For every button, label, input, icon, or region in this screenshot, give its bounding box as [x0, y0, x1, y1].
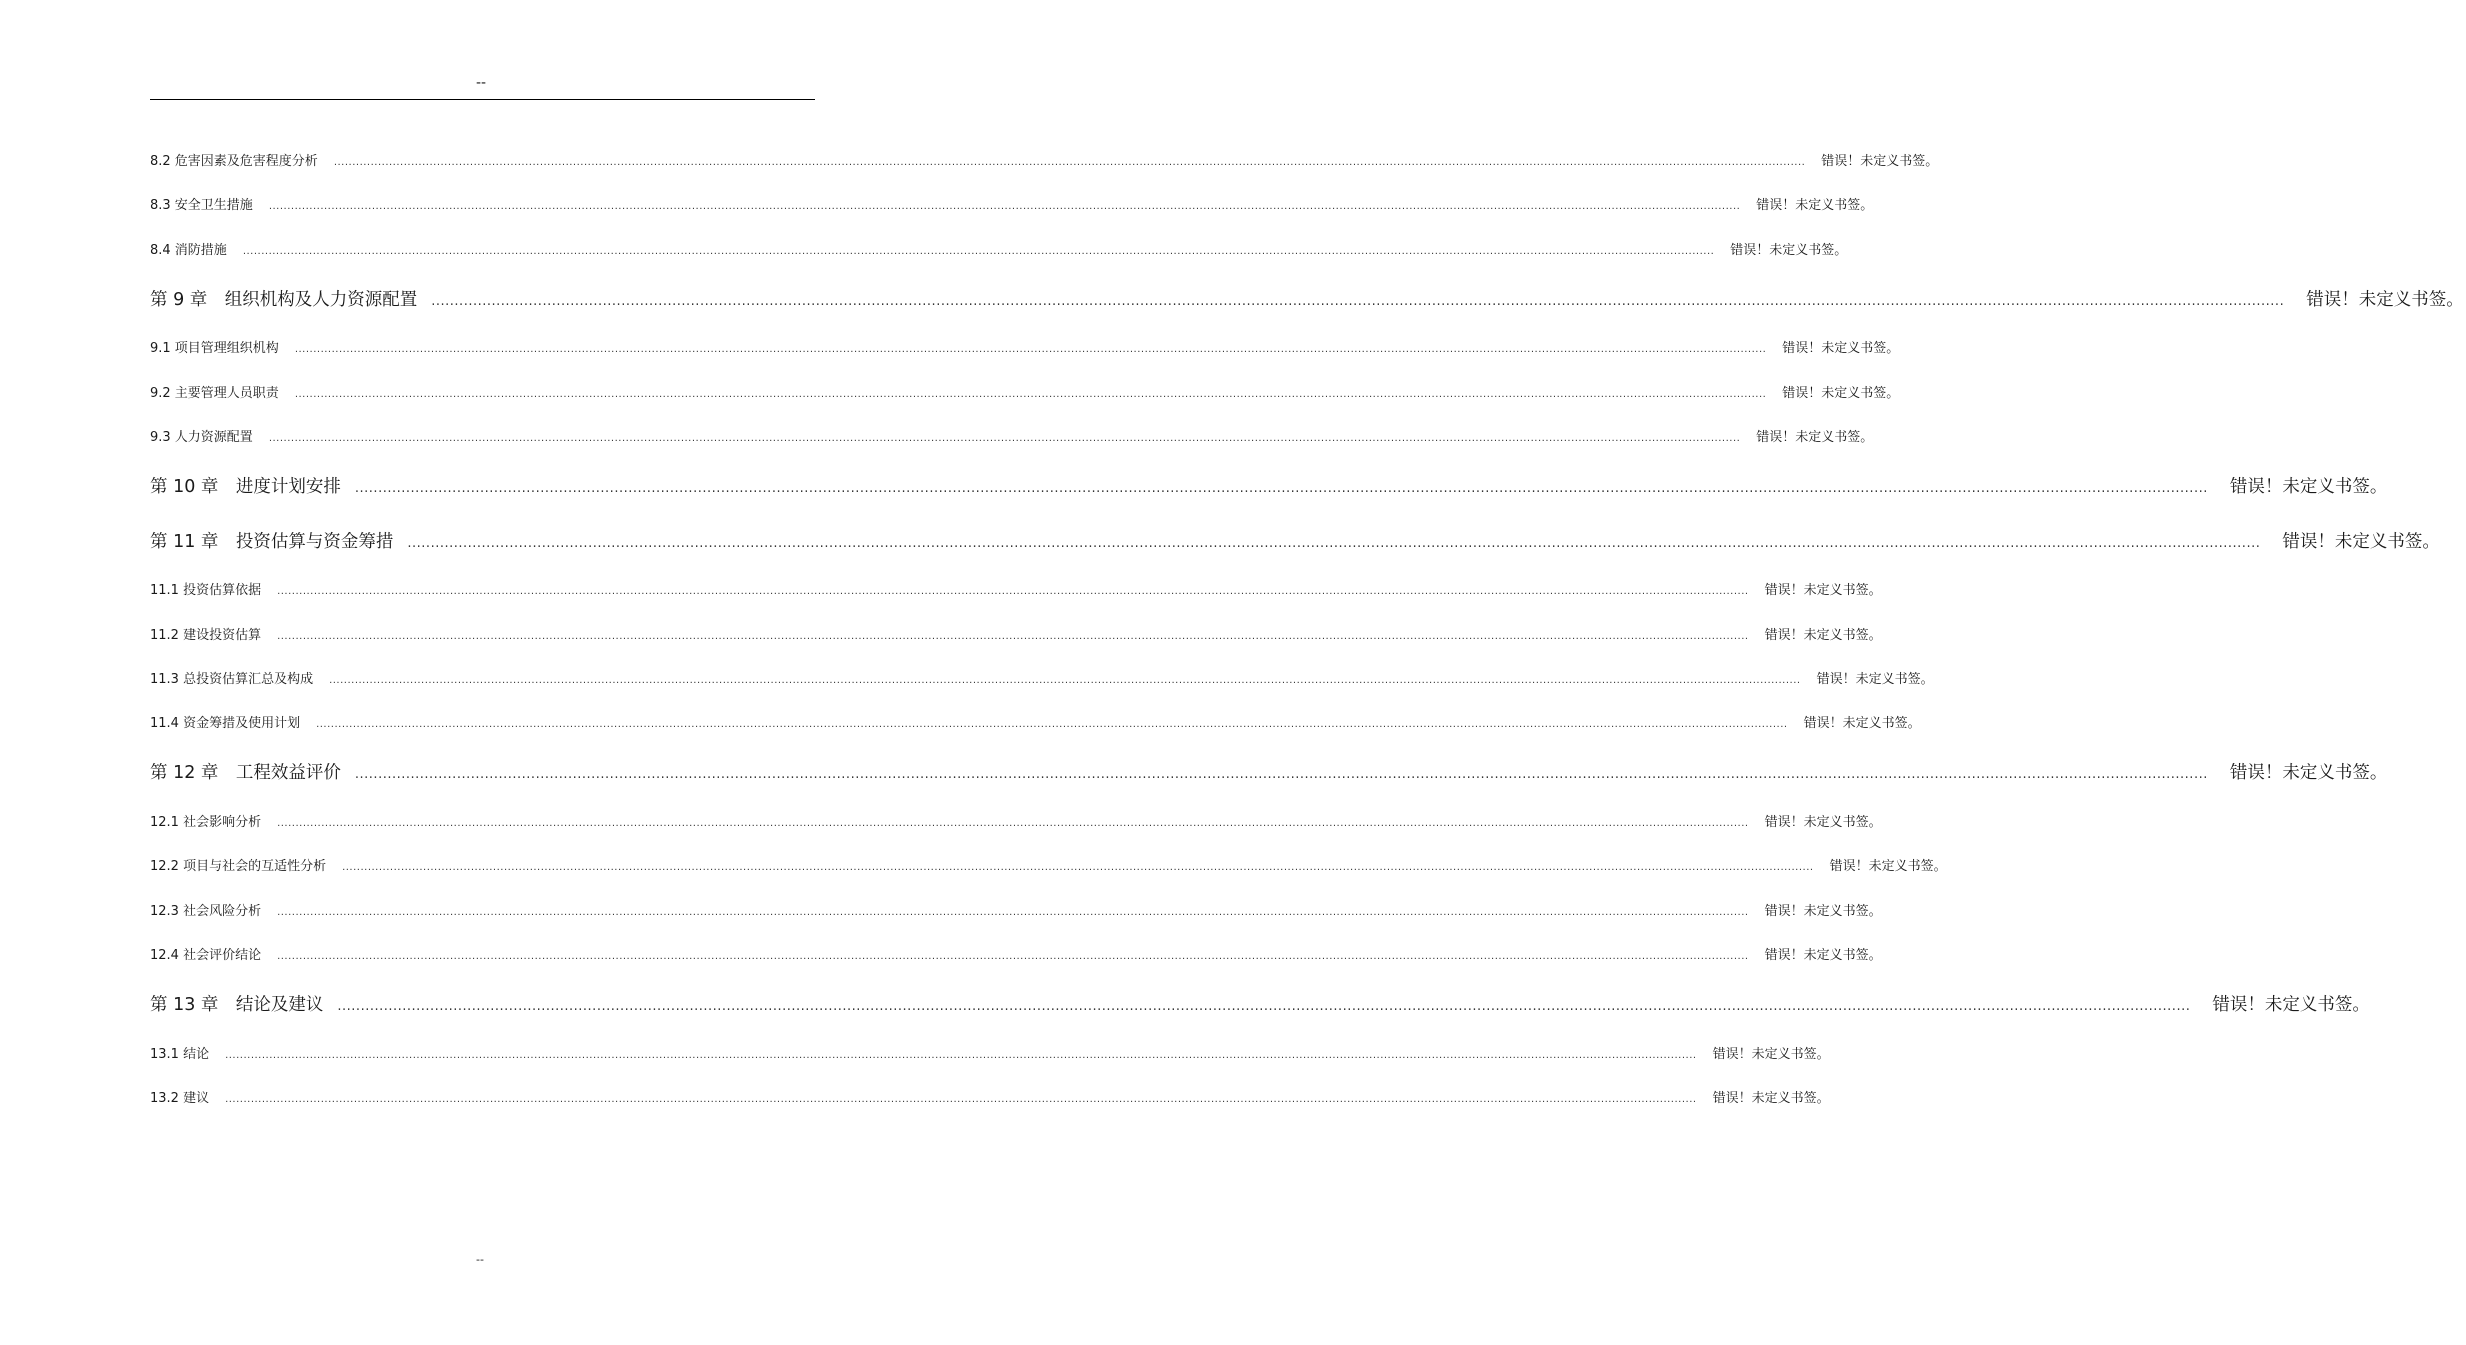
toc-section-entry[interactable] — [150, 1033, 1830, 1077]
toc-entry-title: 12.1 社会影响分析 — [150, 814, 262, 830]
toc-page-reference: 错误！未定义书签。 — [1756, 429, 1874, 445]
toc-entry-title: 第 12 章 工程效益评价 — [150, 763, 341, 784]
toc-entry-title: 12.2 项目与社会的互适性分析 — [150, 859, 327, 875]
toc-section-entry[interactable] — [150, 845, 1947, 889]
toc-entry-title: 13.1 结论 — [150, 1046, 210, 1062]
toc-entry-title: 11.3 总投资估算汇总及构成 — [150, 671, 314, 687]
toc-entry-title: 12.3 社会风险分析 — [150, 903, 262, 919]
toc-section-entry[interactable] — [150, 184, 1874, 228]
page-header-mark: -- — [475, 75, 487, 91]
toc-chapter-entry[interactable] — [150, 273, 2464, 328]
toc-page-reference: 错误！未定义书签。 — [1782, 385, 1900, 401]
toc-chapter-entry[interactable] — [150, 460, 2388, 515]
toc-page-reference: 错误！未定义书签。 — [1821, 154, 1939, 169]
toc-chapter-entry[interactable] — [150, 978, 2370, 1033]
toc-entry-title: 9.2 主要管理人员职责 — [150, 385, 279, 401]
toc-page-reference: 错误！未定义书签。 — [2282, 531, 2440, 552]
toc-page-reference: 错误！未定义书签。 — [1803, 716, 1921, 732]
toc-leader-dots: ................................................................................................................................................................................................................................................................................................................................................................................................................ — [294, 344, 1767, 356]
toc-section-entry[interactable] — [150, 372, 1900, 416]
toc-chapter-entry[interactable] — [150, 515, 2440, 570]
toc-page-reference: 错误！未定义书签。 — [2306, 289, 2464, 310]
toc-leader-dots: ................................................................................................................................................................................................................................................................................................................................................................................................................ — [337, 999, 2191, 1015]
toc-entry-title: 11.4 资金筹措及使用计划 — [150, 716, 301, 732]
toc-entry-title: 第 9 章 组织机构及人力资源配置 — [150, 289, 418, 310]
toc-section-entry[interactable] — [150, 1077, 1830, 1121]
toc-leader-dots: ................................................................................................................................................................................................................................................................................................................................................................................................................ — [277, 906, 1749, 918]
toc-entry-title: 11.2 建设投资估算 — [150, 627, 262, 643]
toc-leader-dots: ................................................................................................................................................................................................................................................................................................................................................................................................................ — [354, 767, 2208, 783]
toc-section-entry[interactable] — [150, 890, 1882, 934]
toc-leader-dots: ................................................................................................................................................................................................................................................................................................................................................................................................................ — [268, 432, 1741, 444]
toc-entry-title: 第 11 章 投资估算与资金筹措 — [150, 531, 394, 552]
toc-entry-title: 8.4 消防措施 — [150, 242, 227, 258]
toc-page-reference: 错误！未定义书签。 — [1764, 903, 1882, 919]
toc-section-entry[interactable] — [150, 658, 1934, 702]
table-of-contents — [150, 140, 2464, 1121]
toc-page-reference: 错误！未定义书签。 — [1730, 242, 1848, 258]
toc-page-reference: 错误！未定义书签。 — [1816, 671, 1934, 687]
toc-leader-dots: ................................................................................................................................................................................................................................................................................................................................................................................................................ — [277, 630, 1749, 642]
toc-page-reference: 错误！未定义书签。 — [1829, 859, 1947, 875]
toc-leader-dots: ................................................................................................................................................................................................................................................................................................................................................................................................................ — [431, 293, 2285, 309]
page-footer-mark: -- — [476, 1253, 484, 1266]
toc-page-reference: 错误！未定义书签。 — [1764, 947, 1882, 963]
toc-section-entry[interactable] — [150, 934, 1882, 978]
toc-section-entry[interactable] — [150, 801, 1882, 845]
toc-section-entry[interactable] — [150, 614, 1882, 658]
toc-entry-title: 9.3 人力资源配置 — [150, 429, 253, 445]
toc-page-reference: 错误！未定义书签。 — [1764, 627, 1882, 643]
toc-page-reference: 错误！未定义书签。 — [1712, 1090, 1830, 1106]
toc-leader-dots: ................................................................................................................................................................................................................................................................................................................................................................................................................ — [342, 862, 1814, 874]
toc-page-reference: 错误！未定义书签。 — [1712, 1046, 1830, 1062]
toc-entry-title: 第 13 章 结论及建议 — [150, 995, 324, 1016]
toc-section-entry[interactable] — [150, 327, 1900, 371]
toc-entry-title: 12.4 社会评价结论 — [150, 947, 262, 963]
toc-page-reference: 错误！未定义书签。 — [1756, 198, 1874, 214]
toc-section-entry[interactable] — [150, 416, 1874, 460]
toc-leader-dots: ................................................................................................................................................................................................................................................................................................................................................................................................................ — [268, 201, 1741, 213]
toc-section-entry[interactable] — [150, 569, 1882, 613]
toc-leader-dots: ................................................................................................................................................................................................................................................................................................................................................................................................................ — [354, 481, 2208, 497]
toc-entry-title: 9.1 项目管理组织机构 — [150, 341, 279, 357]
toc-leader-dots: ................................................................................................................................................................................................................................................................................................................................................................................................................ — [277, 950, 1749, 962]
toc-leader-dots: ................................................................................................................................................................................................................................................................................................................................................................................................................ — [225, 1049, 1697, 1061]
toc-section-entry[interactable] — [150, 229, 1848, 273]
toc-entry-title: 13.2 建议 — [150, 1090, 210, 1106]
toc-entry-title: 8.2 危害因素及危害程度分析 — [150, 154, 318, 169]
toc-page-reference: 错误！未定义书签。 — [2212, 995, 2370, 1016]
toc-leader-dots: ................................................................................................................................................................................................................................................................................................................................................................................................................ — [242, 245, 1715, 257]
toc-section-entry[interactable] — [150, 702, 1921, 746]
toc-chapter-entry[interactable] — [150, 746, 2388, 801]
toc-page-reference: 错误！未定义书签。 — [1764, 583, 1882, 599]
toc-page-reference: 错误！未定义书签。 — [2229, 763, 2388, 784]
toc-page-reference: 错误！未定义书签。 — [1782, 341, 1900, 357]
toc-leader-dots: ................................................................................................................................................................................................................................................................................................................................................................................................................ — [225, 1093, 1697, 1105]
toc-leader-dots: ................................................................................................................................................................................................................................................................................................................................................................................................................ — [316, 719, 1788, 731]
header-divider — [150, 99, 815, 100]
toc-leader-dots: ................................................................................................................................................................................................................................................................................................................................................................................................................ — [407, 535, 2261, 551]
toc-entry-title: 11.1 投资估算依据 — [150, 583, 262, 599]
toc-leader-dots: ................................................................................................................................................................................................................................................................................................................................................................................................................ — [277, 586, 1749, 598]
toc-section-entry[interactable] — [150, 140, 1939, 184]
toc-leader-dots: ................................................................................................................................................................................................................................................................................................................................................................................................................ — [294, 388, 1767, 400]
toc-leader-dots: ................................................................................................................................................................................................................................................................................................................................................................................................................ — [329, 674, 1801, 686]
toc-page-reference: 错误！未定义书签。 — [1764, 814, 1882, 830]
toc-page-reference: 错误！未定义书签。 — [2229, 477, 2388, 498]
toc-entry-title: 第 10 章 进度计划安排 — [150, 477, 341, 498]
toc-leader-dots: ................................................................................................................................................................................................................................................................................................................................................................................................................ — [277, 817, 1749, 829]
toc-leader-dots: ................................................................................................................................................................................................................................................................................................................................................................................................................ — [333, 157, 1806, 168]
toc-entry-title: 8.3 安全卫生措施 — [150, 198, 253, 214]
